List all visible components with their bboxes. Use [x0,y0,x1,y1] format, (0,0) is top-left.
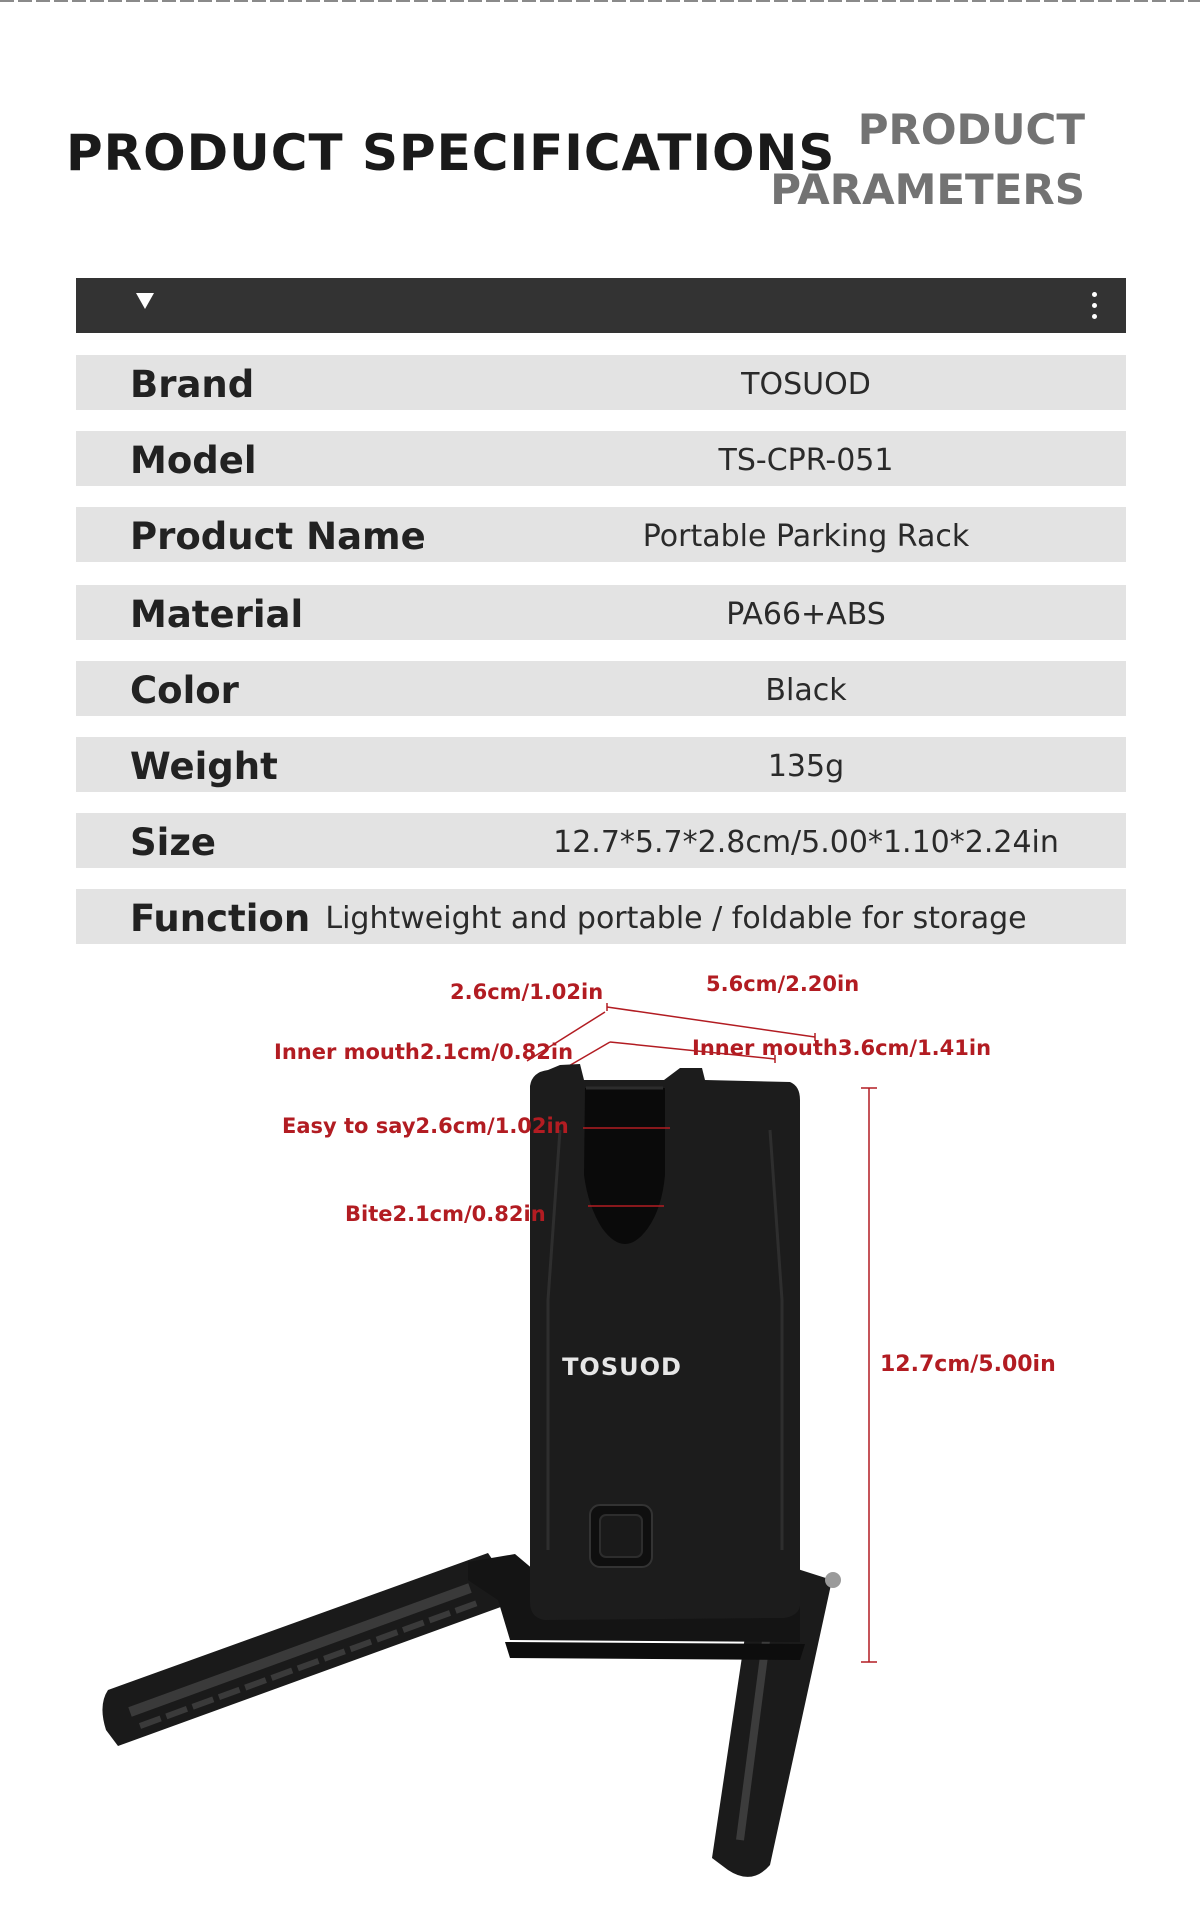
inner-mouth-right-label: Inner mouth3.6cm/1.41in [692,1036,992,1060]
spec-value: Lightweight and portable / foldable for storage [325,901,1027,936]
caret-down-icon[interactable] [136,293,154,309]
spec-label: Brand [130,363,255,406]
section-subtitle [770,100,1085,220]
width-dimension-label: 5.6cm/2.20in [706,972,860,996]
spec-row-product-name [76,507,1126,562]
more-vertical-icon[interactable] [1092,292,1098,320]
spec-table-header-bar[interactable] [76,278,1126,333]
spec-row-function [76,889,1126,944]
spec-row-material [76,585,1126,640]
spec-value: 12.7*5.7*2.8cm/5.00*1.10*2.24in [553,825,1059,860]
spec-label: Product Name [130,515,426,558]
spec-row-color [76,661,1126,716]
subtitle-line-2: PARAMETERS [770,165,1085,214]
inner-mouth-left-label: Inner mouth2.1cm/0.82in [274,1040,574,1064]
spec-value: TOSUOD [741,367,871,402]
spec-label: Weight [130,745,278,788]
spec-label: Function [130,897,311,940]
subtitle-line-1: PRODUCT [857,105,1085,154]
page-title: PRODUCT SPECIFICATIONS [66,124,836,182]
spec-value: Portable Parking Rack [642,519,970,554]
spec-label: Color [130,669,239,712]
spec-value: TS-CPR-051 [718,443,894,478]
bite-label: Bite2.1cm/0.82in [345,1202,546,1226]
holder-body [530,1064,800,1620]
spec-row-model [76,431,1126,486]
spec-label: Model [130,439,257,482]
easy-to-say-label: Easy to say2.6cm/1.02in [282,1114,569,1138]
left-leg [102,1553,520,1746]
brand-logo: TOSUOD [562,1353,682,1381]
spec-row-brand [76,355,1126,410]
spec-row-size [76,813,1126,868]
spec-value: PA66+ABS [726,597,886,632]
spec-value: 135g [767,749,845,784]
spec-value: Black [765,673,847,708]
height-dimension-label: 12.7cm/5.00in [880,1352,1056,1377]
depth-dimension-label: 2.6cm/1.02in [450,980,604,1004]
top-divider [0,0,1200,2]
spec-label: Material [130,593,304,636]
spec-label: Size [130,821,216,864]
product-illustration [0,960,1200,1909]
spec-row-weight [76,737,1126,792]
